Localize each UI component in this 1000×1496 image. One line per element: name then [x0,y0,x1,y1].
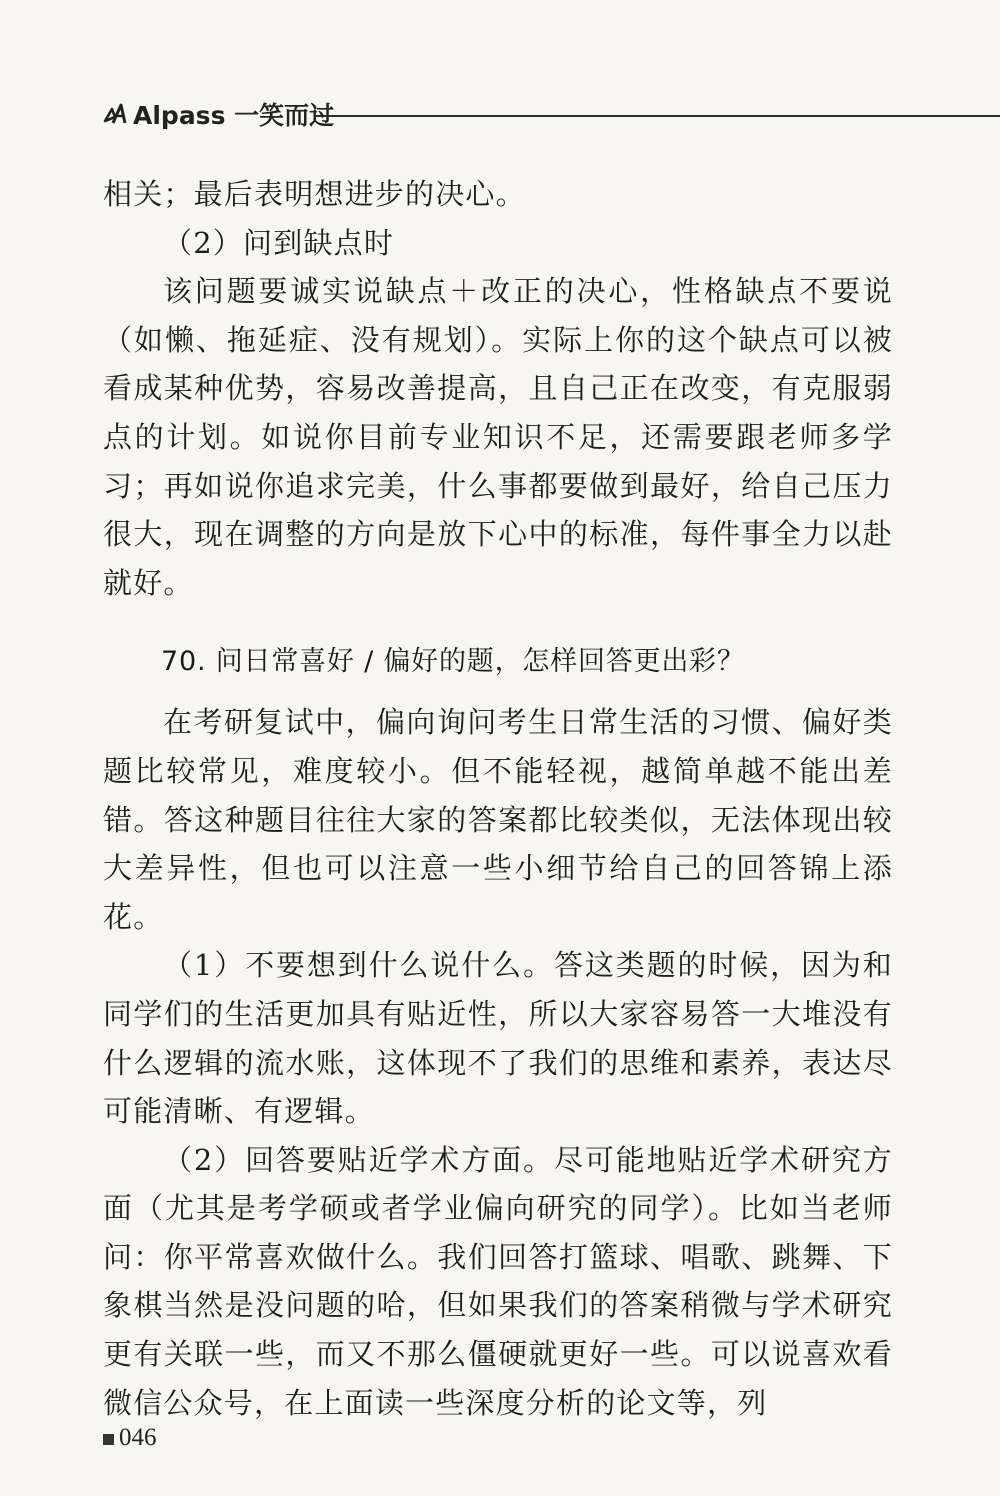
question-title: 70. 问日常喜好 / 偏好的题，怎样回答更出彩？ [161,646,745,678]
square-bullet-icon [103,1434,114,1445]
paragraph: 相关；最后表明想进步的决心。 [103,177,526,211]
paragraph: 该问题要诚实说缺点＋改正的决心，性格缺点不要说（如懒、拖延症、没有规划）。实际上你的这个缺点可以被看成某种优势，容易改善提高，且自己正在改变，有克服弱点的计划。如说你目前专业知识不足，还需要跟老师多学习；再如说你追求完美，什么事都要做到最好，给自己压力很大，现在调整的方向是放下心中的标准，每件事全力以赴就好。 [103,274,893,600]
brand-text: Alpass 一笑而过 [133,101,335,130]
paragraph: （1）不要想到什么说什么。答这类题的时候，因为和同学们的生活更加具有贴近性，所以大家容易答一大堆没有什么逻辑的流水账，这体现不了我们的思维和素养，表达尽可能清晰、有逻辑。 [103,948,893,1129]
alpass-logo-icon [103,101,133,127]
paragraph: （2）回答要贴近学术方面。尽可能地贴近学术研究方面（尤其是考学硕或者学业偏向研究的同学）。比如当老师问：你平常喜欢做什么。我们回答打篮球、唱歌、跳舞、下象棋当然是没问题的哈，但如果我们的答案稍微与学术研究更有关联一些，而又不那么僵硬就更好一些。可以说喜欢看微信公众号，在上面读一些深度分析的论文等，列 [103,1142,893,1420]
page-content [103,170,893,1427]
running-header [103,96,1000,136]
brand [103,96,334,132]
paragraph: 在考研复试中，偏向询问考生日常生活的习惯、偏好类题比较常见，难度较小。但不能轻视，越简单越不能出差错。答这种题目往往大家的答案都比较类似，无法体现出较大差异性，但也可以注意一些小细节给自己的回答锦上添花。 [103,705,893,934]
page-number: 046 [119,1424,157,1451]
header-rule [316,115,1000,117]
subheading: （2）问到缺点时 [163,225,395,260]
page-footer [103,1424,157,1452]
